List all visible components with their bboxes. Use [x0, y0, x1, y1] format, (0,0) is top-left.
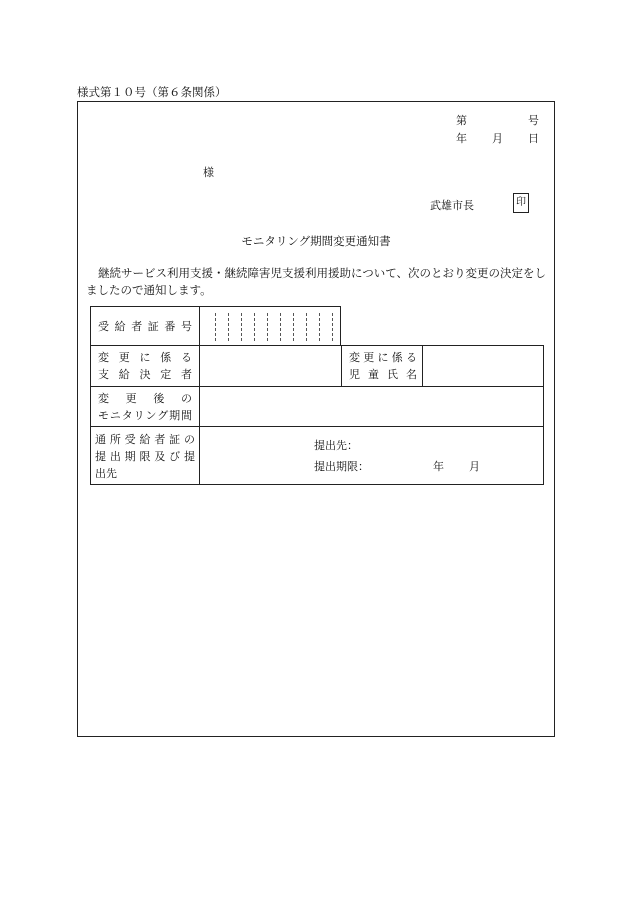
child-name-label-cell [341, 345, 423, 387]
digit-divider [254, 313, 255, 341]
child-name-label [349, 349, 417, 383]
body-text: 継続サービス利用支援・継続障害児支援利用援助について、次のとおり変更の決定をしましたので通知します。 [86, 266, 547, 297]
submission-field[interactable] [199, 426, 544, 485]
digit-divider [306, 313, 307, 341]
deadline-label: 提出期限： [314, 460, 369, 473]
issuer-name: 武雄市長 [430, 199, 474, 212]
digit-divider [280, 313, 281, 341]
decision-holder-label-line-2: 支給決定者 [98, 368, 192, 381]
decision-holder-label-line-1: 変更に係る [98, 351, 192, 364]
submission-label-line-3: 出先 [95, 467, 117, 480]
digit-divider [319, 313, 320, 341]
digit-divider [228, 313, 229, 341]
document-title: モニタリング期間変更通知書 [241, 234, 391, 248]
addressee-suffix: 様 [203, 166, 214, 179]
period-label-cell [90, 386, 200, 427]
document-date [456, 130, 539, 146]
date-month: 月 [492, 132, 503, 145]
recipient-number-label-cell [90, 306, 200, 346]
decision-holder-label [98, 349, 192, 383]
document-number-suffix: 号 [528, 114, 539, 127]
notice-table [90, 306, 544, 485]
digit-divider [215, 313, 216, 341]
digit-divider [241, 313, 242, 341]
form-number: 様式第１０号（第６条関係） [77, 85, 227, 99]
date-day: 日 [528, 132, 539, 145]
document-frame [77, 101, 555, 737]
decision-holder-field[interactable] [199, 345, 342, 387]
submission-label [95, 431, 195, 482]
period-label [98, 390, 192, 424]
period-label-line-1: 変更後の [98, 392, 192, 405]
period-label-line-2: モニタリング期間 [98, 409, 192, 422]
child-name-field[interactable] [422, 345, 544, 387]
recipient-number-label: 受給者証番号 [98, 320, 192, 333]
submission-label-line-1: 通所受給者証の [95, 433, 195, 446]
child-name-label-line-1: 変更に係る [349, 351, 417, 364]
submission-label-cell [90, 426, 200, 485]
period-field[interactable] [199, 386, 544, 427]
date-year: 年 [456, 132, 467, 145]
digit-divider [267, 313, 268, 341]
document-number [456, 112, 539, 128]
digit-divider [293, 313, 294, 341]
child-name-label-line-2: 児童氏名 [349, 368, 417, 381]
deadline-month: 月 [469, 460, 480, 473]
submission-label-line-2: 提出期限及び提 [95, 450, 195, 463]
digit-divider [332, 313, 333, 341]
submit-to-label: 提出先： [314, 439, 358, 452]
deadline-year: 年 [433, 460, 444, 473]
document-number-prefix: 第 [456, 114, 467, 127]
seal-mark: 印 [513, 193, 529, 213]
recipient-number-field[interactable] [199, 306, 341, 346]
decision-holder-label-cell [90, 345, 200, 387]
